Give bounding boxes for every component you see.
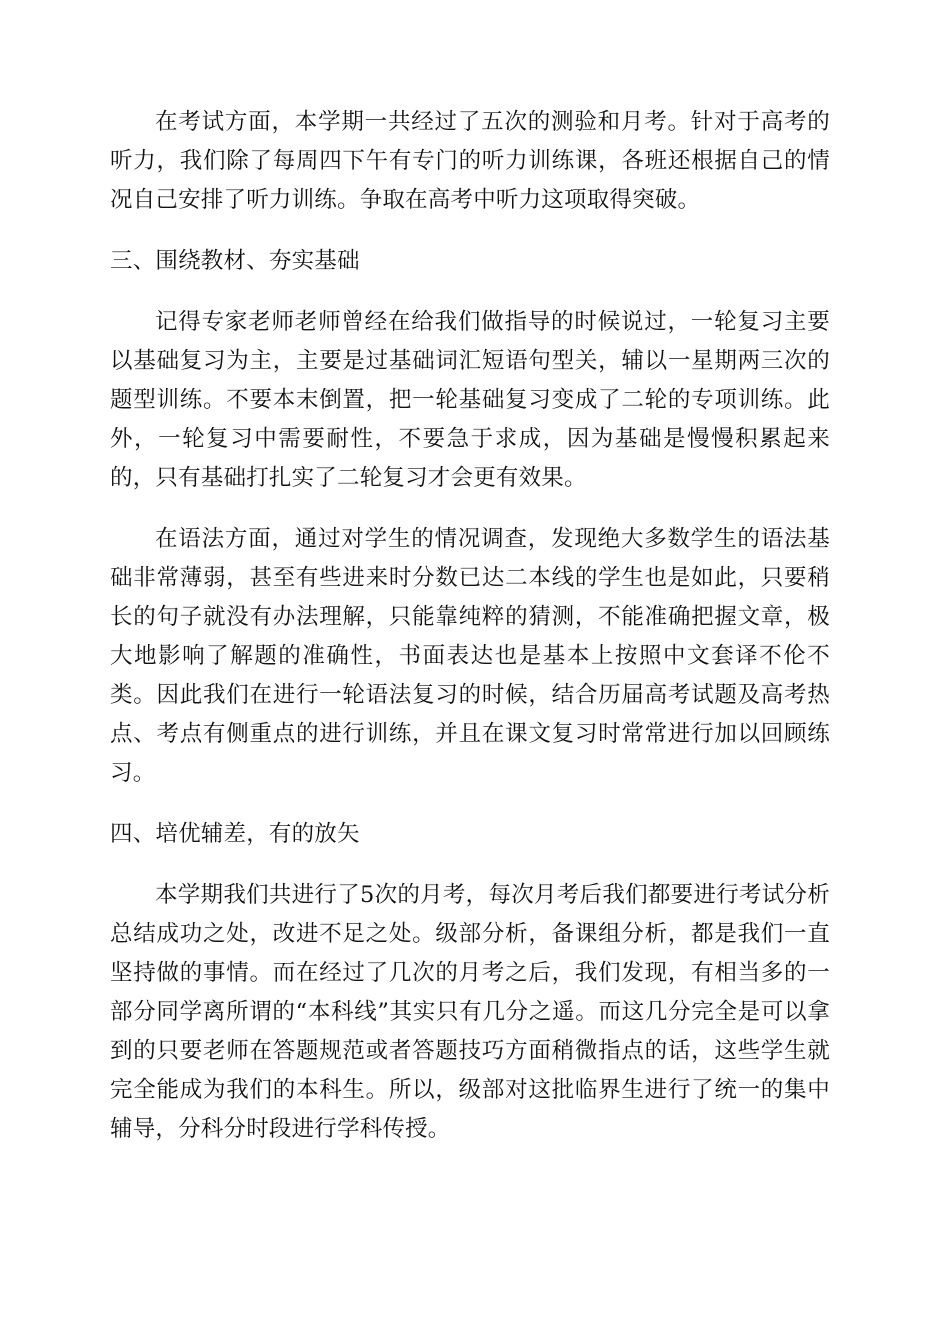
paragraph-gap — [110, 220, 830, 242]
section-heading-four: 四、培优辅差，有的放矢 — [110, 821, 360, 847]
section-heading-three: 三、围绕教材、夯实基础 — [110, 248, 360, 274]
paragraph-gap — [110, 854, 830, 876]
paragraph-grammar: 在语法方面，通过对学生的情况调查，发现绝大多数学生的语法基础非常薄弱，甚至有些进来时分数已达二本线的学生也是如此，只要稍长的句子就没有办法理解，只能靠纯粹的猜测，不能准确把握文章，极大地影响了解题的准确性，书面表达也是基本上按照中文套译不伦不类。因此我们在进行一轮语法复习的时候，结合历届高考试题及高考热点、考点有侧重点的进行训练，并且在课文复习时常常进行加以回顾练习。 — [110, 526, 830, 786]
document-body — [110, 103, 830, 1149]
paragraph-gap — [110, 793, 830, 815]
paragraph-gap — [110, 498, 830, 520]
paragraph-monthly-exams: 本学期我们共进行了5次的月考，每次月考后我们都要进行考试分析总结成功之处，改进不足之处。级部分析，备课组分析，都是我们一直坚持做的事情。而在经过了几次的月考之后，我们发现，有相当多的一部分同学离所谓的“本科线”其实只有几分之遥。而这几分完全是可以拿到的只要老师在答题规范或者答题技巧方面稍微指点的话，这些学生就完全能成为我们的本科生。所以，级部对这批临界生进行了统一的集中辅导，分科分时段进行学科传授。 — [110, 882, 830, 1142]
paragraph-first-round-review: 记得专家老师老师曾经在给我们做指导的时候说过，一轮复习主要以基础复习为主，主要是过基础词汇短语句型关，辅以一星期两三次的题型训练。不要本末倒置，把一轮基础复习变成了二轮的专项训练。此外，一轮复习中需要耐性，不要急于求成，因为基础是慢慢积累起来的，只有基础打扎实了二轮复习才会更有效果。 — [110, 309, 830, 491]
paragraph-exam-listening: 在考试方面，本学期一共经过了五次的测验和月考。针对于高考的听力，我们除了每周四下午有专门的听力训练课，各班还根据自己的情况自己安排了听力训练。争取在高考中听力这项取得突破。 — [110, 109, 830, 213]
paragraph-gap — [110, 281, 830, 303]
